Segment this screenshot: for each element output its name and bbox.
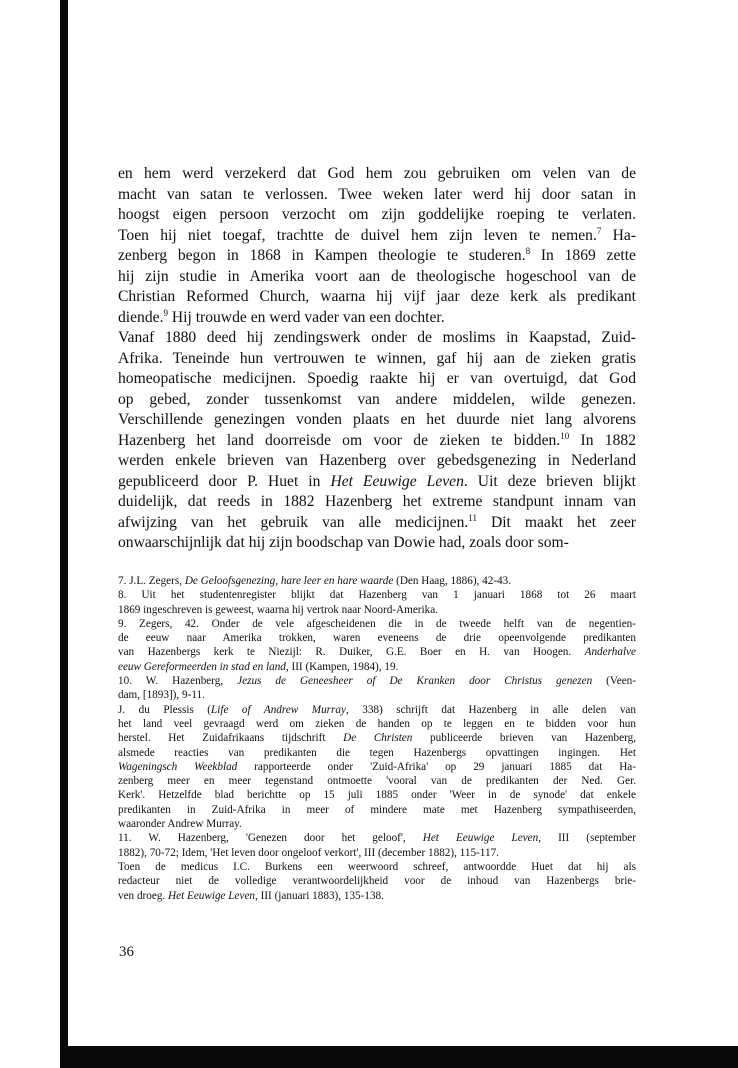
italic-title: Wageningsch Weekblad bbox=[118, 760, 238, 773]
text-line bbox=[118, 660, 636, 674]
footnote bbox=[118, 588, 636, 617]
text-run: Dit maakt het zeer bbox=[476, 513, 636, 531]
text-run: Toen hij niet toegaf, trachtte de duivel hem zijn leven te nemen. bbox=[118, 226, 597, 244]
text-run: 11. W. Hazenberg, 'Genezen door het geloof', bbox=[118, 832, 423, 845]
text-run: . Uit deze brieven blijkt bbox=[463, 472, 636, 490]
footnote bbox=[118, 617, 636, 674]
text-line: dam, [1893]), 9-11. bbox=[118, 689, 205, 702]
text-line bbox=[118, 431, 636, 452]
text-run: J. du Plessis ( bbox=[118, 703, 211, 716]
text-line: zenberg meer en meer tegenstand ontmoette 'vooral van de predikanten der Ned. Ger. bbox=[118, 775, 636, 788]
text-line bbox=[118, 472, 636, 493]
footnote-marker: 7 bbox=[596, 225, 602, 236]
text-line: het land veel gevraagd werd om zieken de handen op te leggen en te bidden voor hun bbox=[118, 717, 636, 730]
text-line bbox=[118, 246, 636, 267]
text-run: ven droeg. bbox=[118, 889, 169, 902]
text-line: op gebed, zonder tussenkomst van andere middelen, wilde genezen. bbox=[118, 390, 636, 408]
text-run: 7. J.L. Zegers, bbox=[118, 575, 185, 587]
text-run: , III (januari 1883), 135-138. bbox=[255, 889, 384, 902]
text-line: 1869 ingeschreven is geweest, waarna hij vertrok naar Noord-Amerika. bbox=[118, 603, 438, 616]
text-line: Toen de medicus I.C. Burkens een weerwoord schreef, antwoordde Huet dat hij als bbox=[118, 860, 636, 873]
text-line bbox=[118, 574, 636, 588]
text-run: , III (Kampen, 1984), 19. bbox=[285, 660, 399, 673]
text-run: Hij trouwde en werd vader van een dochter. bbox=[167, 308, 445, 326]
italic-title: De Geloofsgenezing, hare leer en hare waarde bbox=[184, 575, 394, 587]
text-run: rapporteerde onder 'Zuid-Afrika' op 29 januari 1885 dat Ha- bbox=[237, 760, 637, 773]
footnote-marker: 11 bbox=[468, 512, 477, 523]
page-number: 36 bbox=[119, 944, 134, 960]
text-line: Christian Reformed Church, waarna hij vijf jaar deze kerk als predikant bbox=[118, 288, 636, 305]
text-line bbox=[118, 889, 636, 903]
text-line: de eeuw naar Amerika trokken, waren eveneens de drie opeenvolgende predikanten bbox=[118, 632, 636, 645]
text-line: 1882), 70-72; Idem, 'Het leven door ongeloof verkort', III (december 1882), 115-117. bbox=[118, 846, 499, 859]
footnote bbox=[118, 674, 636, 703]
text-run: In 1869 zette bbox=[530, 247, 636, 264]
text-run: 10. W. Hazenberg, bbox=[118, 675, 238, 688]
text-run: afwijzing van het gebruik van alle medicijnen. bbox=[118, 513, 469, 531]
text-line: Kerk'. Hetzelfde blad berichtte op 15 juli 1885 onder 'Weer in de synode' dat enkele bbox=[118, 789, 636, 802]
footnote bbox=[118, 574, 636, 588]
footnote bbox=[118, 703, 636, 832]
text-line: alsmede reacties van predikanten die tegen Hazenbergs opvattingen ingingen. Het bbox=[118, 746, 636, 759]
text-line: waaronder Andrew Murray. bbox=[118, 818, 242, 831]
text-line: redacteur niet de volledige verantwoordelijkheid voor de inhoud van Hazenbergs brie- bbox=[118, 875, 636, 888]
text-line: hij zijn studie in Amerika voort aan de theologische hogeschool van de bbox=[118, 267, 636, 285]
text-run: van Hazenbergs kerk te Niezijl: R. Duiker, G.E. Boer en H. van Hoogen. bbox=[118, 646, 585, 659]
paragraph bbox=[118, 164, 636, 328]
text-line: Verschillende genezingen vonden plaats en het duurde niet lang alvorens bbox=[118, 411, 636, 428]
text-run: In 1882 bbox=[569, 431, 636, 449]
text-line: 9. Zegers, 42. Onder de vele afgescheidenen die in de tweede helft van de negentien- bbox=[118, 617, 636, 630]
italic-title: Het Eeuwige Leven bbox=[422, 832, 539, 845]
italic-title: Het Eeuwige Leven bbox=[168, 889, 256, 902]
text-run: Ha- bbox=[601, 226, 636, 244]
text-line: macht van satan te verlossen. Twee weken later werd hij door satan in bbox=[118, 185, 636, 203]
italic-title: Jezus de Geneesheer of De Kranken door Christus genezen bbox=[237, 675, 593, 688]
text-line: predikanten in Zuid-Afrika in meer of mindere mate met Hazenberg sympathiseerden, bbox=[118, 803, 636, 816]
italic-title: eeuw Gereformeerden in stad en land bbox=[118, 660, 286, 673]
scan-edge-left bbox=[60, 0, 68, 1068]
text-line bbox=[118, 703, 636, 717]
text-line: 8. Uit het studentenregister blijkt dat Hazenberg van 1 januari 1868 tot 26 maart bbox=[118, 589, 636, 602]
text-line bbox=[118, 731, 636, 745]
text-run: herstel. Het Zuidafrikaans tijdschrift bbox=[118, 732, 344, 745]
body-text bbox=[118, 164, 636, 554]
italic-title: Het Eeuwige Leven bbox=[330, 472, 464, 490]
scan-edge-bottom bbox=[60, 1046, 738, 1068]
text-run: Hazenberg het land doorreisde om voor de zieken te bidden. bbox=[118, 431, 561, 449]
text-run: zenberg begon in 1868 in Kampen theologie te studeren. bbox=[118, 247, 526, 264]
text-run: diende. bbox=[118, 308, 164, 326]
footnote-marker: 10 bbox=[560, 430, 570, 441]
text-line: homeopatische medicijnen. Spoedig raakte hij er van overtuigd, dat God bbox=[118, 370, 636, 387]
text-line bbox=[118, 226, 636, 247]
text-line bbox=[118, 760, 636, 774]
text-line: duidelijk, dat reeds in 1882 Hazenberg het extreme standpunt innam van bbox=[118, 493, 636, 510]
text-line: onwaarschijnlijk dat hij zijn boodschap van Dowie had, zoals door som- bbox=[118, 534, 569, 551]
italic-title: De Christen bbox=[343, 732, 413, 745]
text-run: publiceerde brieven van Hazenberg, bbox=[412, 732, 636, 745]
text-line: en hem werd verzekerd dat God hem zou gebruiken om velen van de bbox=[118, 165, 636, 182]
text-line bbox=[118, 513, 636, 534]
text-line bbox=[118, 645, 636, 659]
footnote-marker: 9 bbox=[163, 307, 168, 318]
text-line bbox=[118, 674, 636, 688]
text-run: , III (september bbox=[538, 832, 636, 845]
text-line: Vanaf 1880 deed hij zendingswerk onder de moslims in Kaapstad, Zuid- bbox=[118, 329, 636, 346]
text-line: hoogst eigen persoon verzocht om zijn goddelijke roeping te verlaten. bbox=[118, 206, 636, 223]
text-line: Afrika. Teneinde hun vertrouwen te winnen, gaf hij aan de zieken gratis bbox=[118, 349, 636, 367]
text-run: , 338) schrijft dat Hazenberg in alle delen van bbox=[345, 703, 636, 716]
text-run: gepubliceerd door P. Huet in bbox=[118, 472, 331, 490]
text-line bbox=[118, 831, 636, 845]
footnote bbox=[118, 831, 636, 860]
footnotes bbox=[118, 574, 636, 903]
text-run: (Den Haag, 1886), 42-43. bbox=[393, 575, 512, 587]
text-run: (Veen- bbox=[592, 675, 636, 688]
footnote-marker: 8 bbox=[525, 246, 531, 256]
footnote bbox=[118, 860, 636, 903]
italic-title: Life of Andrew Murray bbox=[211, 703, 346, 716]
paragraph bbox=[118, 328, 636, 554]
text-line: werden enkele brieven van Hazenberg over gebedsgenezing in Nederland bbox=[118, 452, 636, 469]
italic-title: Anderhalve bbox=[584, 646, 636, 659]
text-line bbox=[118, 308, 636, 329]
